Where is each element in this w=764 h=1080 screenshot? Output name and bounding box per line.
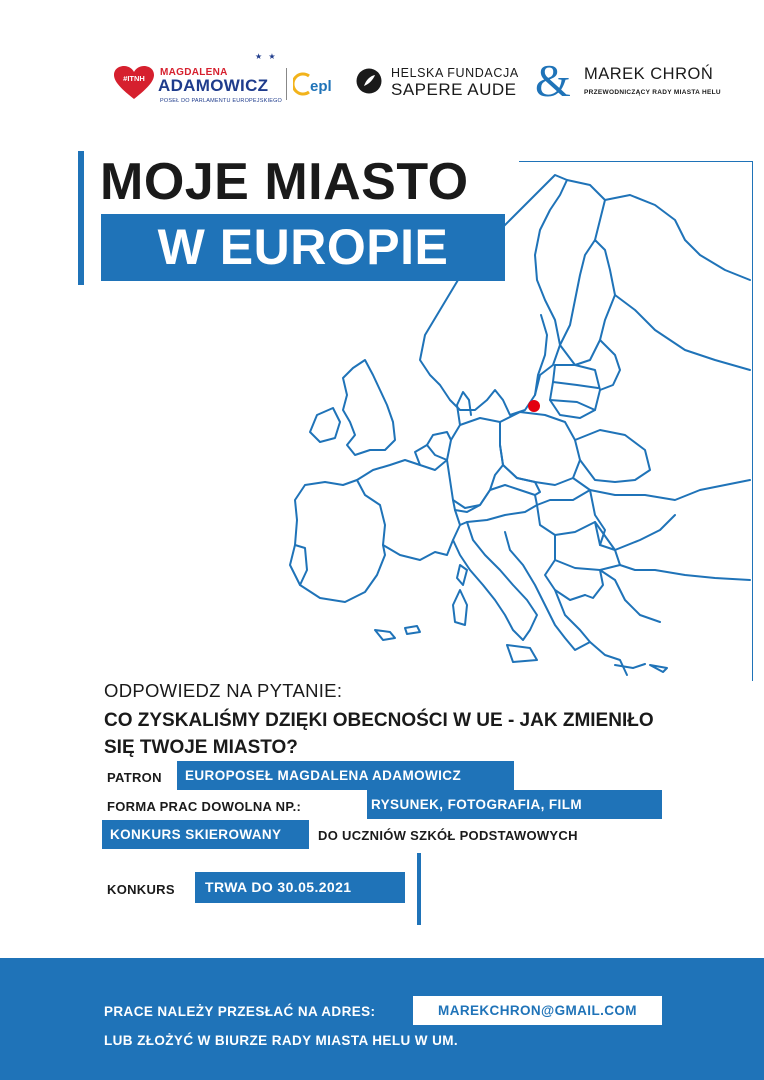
target-text: DO UCZNIÓW SZKÓŁ PODSTAWOWYCH (318, 828, 578, 843)
location-marker (528, 400, 540, 412)
email-link[interactable]: MAREKCHRON@GMAIL.COM (438, 1003, 637, 1018)
councillor-title: PRZEWODNICZĄCY RADY MIASTA HELU (584, 89, 721, 96)
foundation-name-line2: SAPERE AUDE (391, 80, 517, 99)
title-line2: W EUROPIE (157, 219, 449, 275)
target-chip: KONKURS SKIEROWANY (102, 820, 309, 849)
logo-first-name: MAGDALENA (160, 67, 228, 78)
quill-icon (356, 68, 382, 94)
eu-stars-icon: ★ ★ (255, 52, 278, 61)
title-line1: MOJE MIASTO (100, 153, 469, 211)
title-accent-bar (78, 151, 84, 285)
form-label: FORMA PRAC DOWOLNA NP.: (107, 799, 302, 814)
ampersand: & (535, 55, 571, 106)
heart-text: #ITNH (123, 74, 145, 83)
question-label: ODPOWIEDZ NA PYTANIE: (104, 680, 343, 701)
epl-logo: epl (310, 78, 332, 95)
patron-value: EUROPOSEŁ MAGDALENA ADAMOWICZ (177, 761, 514, 790)
heart-logo-icon (114, 66, 154, 100)
contest-label: KONKURS (107, 882, 175, 897)
foundation-name-line1: HELSKA FUNDACJA (391, 66, 519, 80)
accent-vertical-line (417, 853, 421, 925)
form-value: RYSUNEK, FOTOGRAFIA, FILM (367, 790, 662, 819)
logo-subtitle: POSEŁ DO PARLAMENTU EUROPEJSKIEGO (160, 98, 283, 104)
footer-dropoff-text: LUB ZŁOŻYĆ W BIURZE RADY MIASTA HELU W UM. (104, 1033, 459, 1048)
deadline-chip: TRWA DO 30.05.2021 (195, 872, 405, 903)
question-text: CO ZYSKALIŚMY DZIĘKI OBECNOŚCI W UE - JAK ZMIENIŁO SIĘ TWOJE MIASTO? (104, 710, 654, 758)
footer-send-text: PRACE NALEŻY PRZESŁAĆ NA ADRES: (104, 1004, 376, 1019)
councillor-name: MAREK CHROŃ (584, 65, 714, 83)
patron-label: PATRON (107, 770, 162, 785)
logo-divider (286, 68, 287, 100)
logo-last-name: ADAMOWICZ (158, 76, 269, 95)
